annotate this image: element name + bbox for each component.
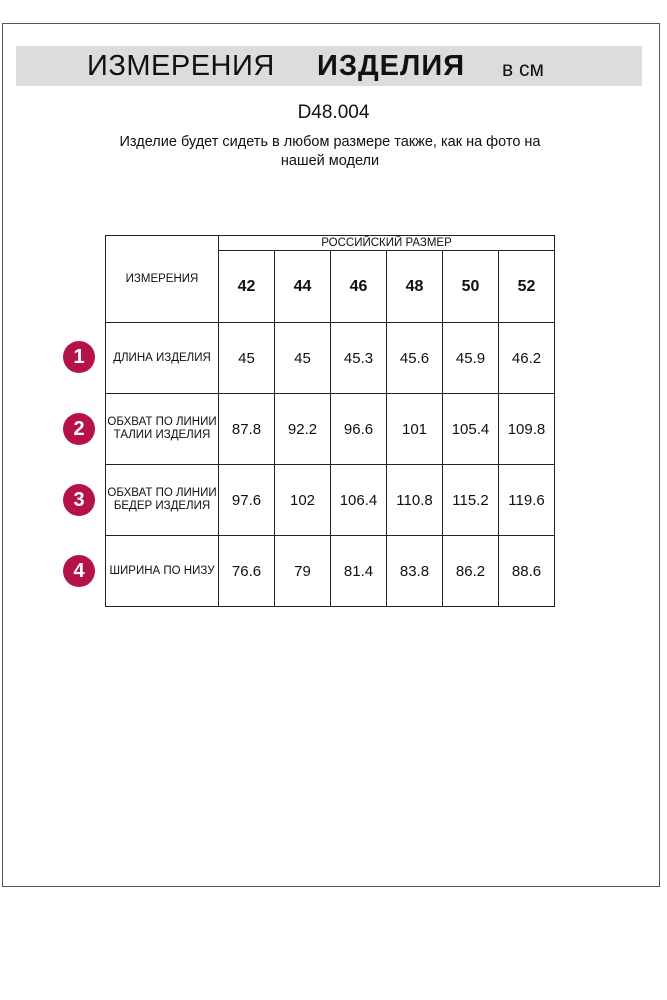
fit-note: Изделие будет сидеть в любом размере также, как на фото на нашей модели — [119, 134, 541, 169]
row-number-badge: 4 — [63, 555, 95, 587]
table-row — [106, 323, 555, 394]
table-cell: 106.4 — [331, 465, 387, 536]
row-label: ОБХВАТ ПО ЛИНИИ БЕДЕР ИЗДЕЛИЯ — [106, 465, 219, 536]
table-cell: 119.6 — [499, 465, 555, 536]
row-label: ДЛИНА ИЗДЕЛИЯ — [106, 323, 219, 394]
table-cell: 110.8 — [387, 465, 443, 536]
table-cell: 92.2 — [275, 394, 331, 465]
size-table — [105, 235, 555, 607]
russian-size-header: РОССИЙСКИЙ РАЗМЕР — [219, 236, 555, 251]
row-number-badge: 3 — [63, 484, 95, 516]
table-cell: 81.4 — [331, 536, 387, 607]
size-header: 48 — [387, 251, 443, 323]
row-number-badge: 1 — [63, 341, 95, 373]
title-word-product: ИЗДЕЛИЯ — [317, 50, 466, 82]
table-row — [106, 465, 555, 536]
table-cell: 105.4 — [443, 394, 499, 465]
table-row — [106, 394, 555, 465]
table-cell: 45.3 — [331, 323, 387, 394]
table-cell: 97.6 — [219, 465, 275, 536]
table-cell: 87.8 — [219, 394, 275, 465]
table-cell: 45 — [275, 323, 331, 394]
table-cell: 96.6 — [331, 394, 387, 465]
table-cell: 79 — [275, 536, 331, 607]
size-header: 52 — [499, 251, 555, 323]
table-row — [106, 536, 555, 607]
table-cell: 101 — [387, 394, 443, 465]
row-number-badge: 2 — [63, 413, 95, 445]
row-label: ШИРИНА ПО НИЗУ — [106, 536, 219, 607]
size-header: 50 — [443, 251, 499, 323]
title-word-measurements: ИЗМЕРЕНИЯ — [87, 50, 275, 82]
article-code: D48.004 — [297, 102, 370, 123]
table-cell: 86.2 — [443, 536, 499, 607]
table-cell: 45 — [219, 323, 275, 394]
size-header: 42 — [219, 251, 275, 323]
size-header: 46 — [331, 251, 387, 323]
row-label: ОБХВАТ ПО ЛИНИИ ТАЛИИ ИЗДЕЛИЯ — [106, 394, 219, 465]
table-cell: 115.2 — [443, 465, 499, 536]
table-cell: 45.9 — [443, 323, 499, 394]
measurements-header: ИЗМЕРЕНИЯ — [106, 236, 219, 323]
table-cell: 46.2 — [499, 323, 555, 394]
table-cell: 88.6 — [499, 536, 555, 607]
title-unit: в см — [502, 58, 544, 81]
table-cell: 83.8 — [387, 536, 443, 607]
size-header: 44 — [275, 251, 331, 323]
table-cell: 45.6 — [387, 323, 443, 394]
table-cell: 109.8 — [499, 394, 555, 465]
table-cell: 102 — [275, 465, 331, 536]
title-band — [16, 46, 642, 86]
table-cell: 76.6 — [219, 536, 275, 607]
